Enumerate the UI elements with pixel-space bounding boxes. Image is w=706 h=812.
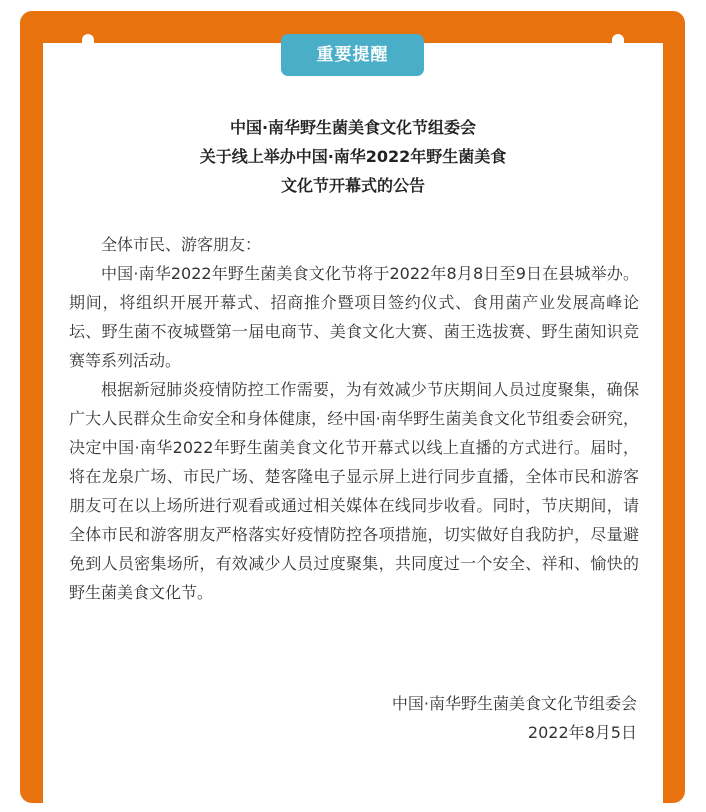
binder-ring-right <box>612 34 624 58</box>
signature-block <box>69 689 637 747</box>
title-line-1: 中国·南华野生菌美食文化节组委会 <box>229 118 477 137</box>
title-line-3: 文化节开幕式的公告 <box>280 176 425 195</box>
paragraph-event-schedule: 中国·南华2022年野生菌美食文化节将于2022年8月8日至9日在县城举办。期间，将组织开展开幕式、招商推介暨项目签约仪式、食用菌产业发展高峰论坛、野生菌不夜城暨第一届电商节、美食文化大赛、菌王选拔赛、野生菌知识竞赛等系列活动。 <box>69 264 639 370</box>
binder-ring-left <box>82 34 94 58</box>
salutation: 全体市民、游客朋友： <box>101 235 262 254</box>
notice-body <box>69 230 639 607</box>
signature-org: 中国·南华野生菌美食文化节组委会 <box>391 694 637 713</box>
notice-title <box>43 113 663 200</box>
important-notice-badge: 重要提醒 <box>281 34 424 76</box>
paragraph-online-livestream: 根据新冠肺炎疫情防控工作需要，为有效减少节庆期间人员过度聚集，确保广大人民群众生命安全和身体健康，经中国·南华野生菌美食文化节组委会研究，决定中国·南华2022年野生菌美食文化节开幕式以线上直播的方式进行。届时，将在龙泉广场、市民广场、楚客隆电子显示屏上进行同步直播，全体市民和游客朋友可在以上场所进行观看或通过相关媒体在线同步收看。同时，节庆期间，请全体市民和游客朋友严格落实好疫情防控各项措施，切实做好自我防护，尽量避免到人员密集场所，有效减少人员过度聚集，共同度过一个安全、祥和、愉快的野生菌美食文化节。 <box>69 380 639 602</box>
signature-date: 2022年8月5日 <box>527 723 637 742</box>
title-line-2: 关于线上举办中国·南华2022年野生菌美食 <box>199 147 507 166</box>
